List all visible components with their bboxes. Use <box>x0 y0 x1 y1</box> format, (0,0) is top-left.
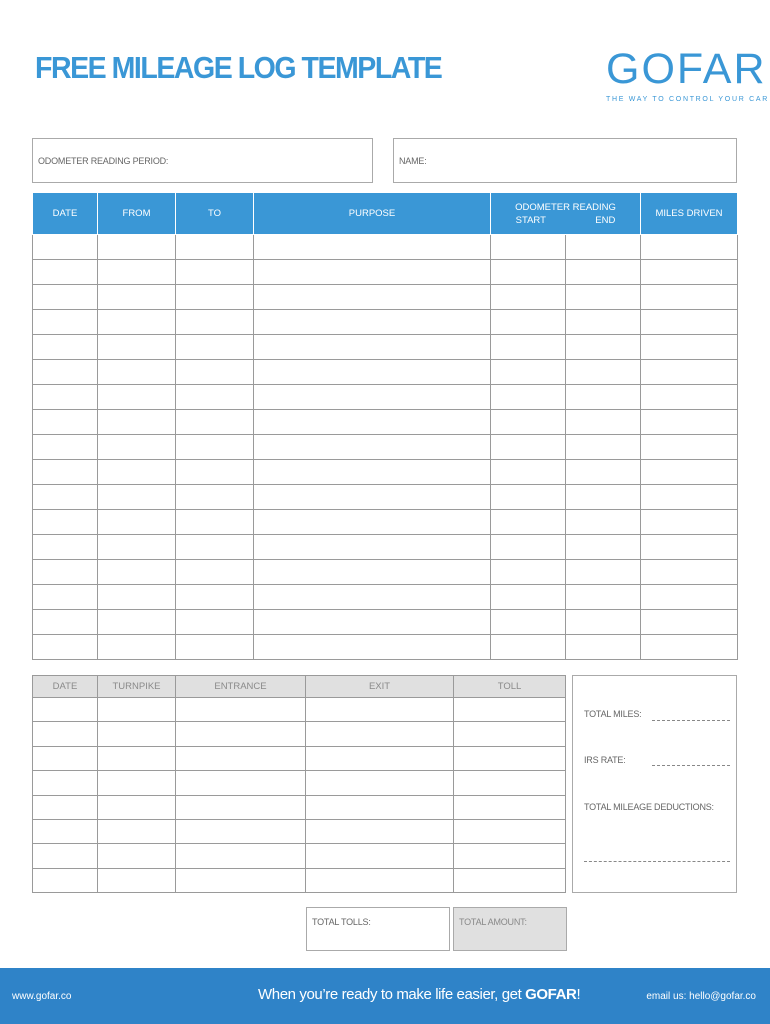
log-cell[interactable] <box>98 260 176 285</box>
log-cell[interactable] <box>566 235 641 260</box>
toll-cell[interactable] <box>454 819 566 843</box>
log-cell[interactable] <box>566 385 641 410</box>
toll-cell[interactable] <box>176 868 306 892</box>
toll-cell[interactable] <box>33 868 98 892</box>
log-row <box>33 635 738 660</box>
log-cell[interactable] <box>98 510 176 535</box>
log-row <box>33 435 738 460</box>
log-cell[interactable] <box>566 635 641 660</box>
log-row <box>33 610 738 635</box>
log-cell[interactable] <box>254 510 491 535</box>
log-cell[interactable] <box>641 335 738 360</box>
toll-table <box>32 675 566 893</box>
total-mileage-deductions-line[interactable] <box>584 861 730 862</box>
toll-row <box>33 722 566 746</box>
log-cell[interactable] <box>98 310 176 335</box>
toll-cell[interactable] <box>176 746 306 770</box>
toll-cell[interactable] <box>306 844 454 868</box>
col-to-header: TO <box>176 193 254 235</box>
log-cell[interactable] <box>176 460 254 485</box>
log-cell[interactable] <box>176 260 254 285</box>
toll-cell[interactable] <box>98 795 176 819</box>
log-cell[interactable] <box>641 285 738 310</box>
log-cell[interactable] <box>98 560 176 585</box>
log-cell[interactable] <box>566 435 641 460</box>
toll-cell[interactable] <box>98 698 176 722</box>
log-cell[interactable] <box>491 235 566 260</box>
toll-cell[interactable] <box>33 819 98 843</box>
toll-cell[interactable] <box>176 819 306 843</box>
log-cell[interactable] <box>491 385 566 410</box>
toll-cell[interactable] <box>98 771 176 795</box>
log-cell[interactable] <box>176 485 254 510</box>
log-cell[interactable] <box>254 435 491 460</box>
log-cell[interactable] <box>566 260 641 285</box>
log-cell[interactable] <box>566 460 641 485</box>
log-cell[interactable] <box>491 560 566 585</box>
log-cell[interactable] <box>566 310 641 335</box>
toll-cell[interactable] <box>306 795 454 819</box>
col-date-header: DATE <box>33 193 98 235</box>
log-cell[interactable] <box>491 260 566 285</box>
toll-col-turnpike-header: TURNPIKE <box>98 676 176 698</box>
name-label: NAME: <box>399 156 427 166</box>
log-row <box>33 335 738 360</box>
toll-col-exit-header: EXIT <box>306 676 454 698</box>
irs-rate-label: IRS RATE: <box>584 755 626 765</box>
log-cell[interactable] <box>33 510 98 535</box>
log-cell[interactable] <box>33 485 98 510</box>
log-cell[interactable] <box>566 535 641 560</box>
footer-website-link[interactable]: www.gofar.co <box>12 991 72 1002</box>
log-cell[interactable] <box>491 510 566 535</box>
toll-row <box>33 746 566 770</box>
log-cell[interactable] <box>566 285 641 310</box>
log-cell[interactable] <box>33 235 98 260</box>
irs-rate-line[interactable] <box>652 765 730 766</box>
log-cell[interactable] <box>176 410 254 435</box>
log-row <box>33 585 738 610</box>
col-purpose-header: PURPOSE <box>254 193 491 235</box>
log-cell[interactable] <box>641 535 738 560</box>
log-cell[interactable] <box>491 585 566 610</box>
toll-cell[interactable] <box>33 722 98 746</box>
odometer-reading-label: ODOMETER READING <box>515 201 616 213</box>
log-cell[interactable] <box>33 635 98 660</box>
logo-tagline: THE WAY TO CONTROL YOUR CAR <box>606 96 769 103</box>
log-cell[interactable] <box>254 385 491 410</box>
log-row <box>33 410 738 435</box>
log-cell[interactable] <box>641 635 738 660</box>
toll-cell[interactable] <box>98 746 176 770</box>
footer-tagline <box>258 986 580 1003</box>
toll-cell[interactable] <box>454 698 566 722</box>
log-cell[interactable] <box>254 335 491 360</box>
total-amount-label: TOTAL AMOUNT: <box>459 917 527 927</box>
toll-cell[interactable] <box>454 771 566 795</box>
log-row <box>33 360 738 385</box>
toll-row <box>33 771 566 795</box>
log-cell[interactable] <box>254 285 491 310</box>
log-cell[interactable] <box>176 435 254 460</box>
log-cell[interactable] <box>641 560 738 585</box>
log-cell[interactable] <box>566 410 641 435</box>
log-cell[interactable] <box>98 335 176 360</box>
log-cell[interactable] <box>641 385 738 410</box>
log-row <box>33 310 738 335</box>
toll-cell[interactable] <box>176 844 306 868</box>
toll-cell[interactable] <box>306 868 454 892</box>
total-mileage-deductions-label: TOTAL MILEAGE DEDUCTIONS: <box>584 802 714 812</box>
toll-cell[interactable] <box>33 844 98 868</box>
toll-cell[interactable] <box>176 698 306 722</box>
log-cell[interactable] <box>176 560 254 585</box>
log-cell[interactable] <box>98 535 176 560</box>
toll-cell[interactable] <box>306 746 454 770</box>
log-cell[interactable] <box>33 385 98 410</box>
log-cell[interactable] <box>98 360 176 385</box>
log-cell[interactable] <box>33 310 98 335</box>
total-miles-label: TOTAL MILES: <box>584 709 642 719</box>
log-cell[interactable] <box>641 585 738 610</box>
log-cell[interactable] <box>33 285 98 310</box>
toll-cell[interactable] <box>306 722 454 746</box>
log-cell[interactable] <box>566 510 641 535</box>
log-row <box>33 560 738 585</box>
toll-col-toll-header: TOLL <box>454 676 566 698</box>
toll-cell[interactable] <box>33 795 98 819</box>
log-cell[interactable] <box>176 535 254 560</box>
summary-box <box>572 675 737 893</box>
log-cell[interactable] <box>98 385 176 410</box>
toll-row <box>33 819 566 843</box>
log-row <box>33 510 738 535</box>
toll-cell[interactable] <box>176 722 306 746</box>
toll-row <box>33 698 566 722</box>
footer-email-link[interactable]: email us: hello@gofar.co <box>646 991 756 1002</box>
log-cell[interactable] <box>33 585 98 610</box>
toll-col-date-header: DATE <box>33 676 98 698</box>
toll-row <box>33 868 566 892</box>
log-row <box>33 535 738 560</box>
log-cell[interactable] <box>641 410 738 435</box>
toll-col-entrance-header: ENTRANCE <box>176 676 306 698</box>
log-cell[interactable] <box>566 360 641 385</box>
log-row <box>33 460 738 485</box>
total-tolls-field[interactable] <box>306 907 450 951</box>
toll-cell[interactable] <box>454 795 566 819</box>
toll-cell[interactable] <box>98 844 176 868</box>
toll-cell[interactable] <box>33 746 98 770</box>
toll-cell[interactable] <box>176 795 306 819</box>
log-cell[interactable] <box>491 335 566 360</box>
log-cell[interactable] <box>491 635 566 660</box>
log-cell[interactable] <box>176 635 254 660</box>
log-cell[interactable] <box>33 460 98 485</box>
log-cell[interactable] <box>33 610 98 635</box>
log-cell[interactable] <box>33 335 98 360</box>
log-cell[interactable] <box>254 460 491 485</box>
log-cell[interactable] <box>566 585 641 610</box>
log-cell[interactable] <box>176 510 254 535</box>
log-cell[interactable] <box>33 260 98 285</box>
odometer-period-field[interactable] <box>32 138 373 183</box>
log-cell[interactable] <box>33 560 98 585</box>
log-cell[interactable] <box>98 235 176 260</box>
log-cell[interactable] <box>33 535 98 560</box>
mileage-log-table <box>32 192 738 660</box>
log-cell[interactable] <box>641 485 738 510</box>
toll-cell[interactable] <box>306 771 454 795</box>
total-tolls-label: TOTAL TOLLS: <box>312 917 371 927</box>
log-cell[interactable] <box>254 635 491 660</box>
footer-bar <box>0 968 770 1024</box>
log-row <box>33 485 738 510</box>
toll-row <box>33 795 566 819</box>
log-cell[interactable] <box>98 435 176 460</box>
log-cell[interactable] <box>176 610 254 635</box>
log-cell[interactable] <box>641 235 738 260</box>
log-row <box>33 260 738 285</box>
log-cell[interactable] <box>254 360 491 385</box>
log-cell[interactable] <box>98 460 176 485</box>
log-cell[interactable] <box>566 560 641 585</box>
log-cell[interactable] <box>641 360 738 385</box>
log-cell[interactable] <box>641 510 738 535</box>
toll-cell[interactable] <box>176 771 306 795</box>
log-cell[interactable] <box>566 335 641 360</box>
log-cell[interactable] <box>491 535 566 560</box>
toll-cell[interactable] <box>33 698 98 722</box>
log-cell[interactable] <box>98 485 176 510</box>
odometer-period-label: ODOMETER READING PERIOD: <box>38 156 169 166</box>
log-cell[interactable] <box>176 310 254 335</box>
log-cell[interactable] <box>176 335 254 360</box>
log-cell[interactable] <box>254 235 491 260</box>
toll-row <box>33 844 566 868</box>
log-row <box>33 385 738 410</box>
odometer-end-label: END <box>595 214 616 226</box>
log-cell[interactable] <box>641 260 738 285</box>
page-title: FREE MILEAGE LOG TEMPLATE <box>35 50 442 85</box>
footer-tagline-end: ! <box>576 986 581 1003</box>
log-cell[interactable] <box>254 560 491 585</box>
log-cell[interactable] <box>254 610 491 635</box>
log-cell[interactable] <box>491 360 566 385</box>
log-cell[interactable] <box>98 285 176 310</box>
total-miles-line[interactable] <box>652 720 730 721</box>
toll-cell[interactable] <box>98 722 176 746</box>
log-cell[interactable] <box>641 610 738 635</box>
toll-cell[interactable] <box>454 746 566 770</box>
log-cell[interactable] <box>566 610 641 635</box>
log-cell[interactable] <box>33 435 98 460</box>
footer-tagline-brand: GOFAR <box>525 986 577 1003</box>
log-cell[interactable] <box>254 485 491 510</box>
log-cell[interactable] <box>491 410 566 435</box>
log-cell[interactable] <box>491 460 566 485</box>
log-row <box>33 285 738 310</box>
log-cell[interactable] <box>98 635 176 660</box>
log-cell[interactable] <box>98 585 176 610</box>
toll-cell[interactable] <box>98 868 176 892</box>
log-cell[interactable] <box>254 535 491 560</box>
log-row <box>33 235 738 260</box>
log-cell[interactable] <box>491 485 566 510</box>
toll-cell[interactable] <box>454 722 566 746</box>
toll-cell[interactable] <box>306 698 454 722</box>
log-cell[interactable] <box>641 310 738 335</box>
log-cell[interactable] <box>491 435 566 460</box>
toll-cell[interactable] <box>306 819 454 843</box>
odometer-start-label: START <box>515 214 546 226</box>
log-cell[interactable] <box>176 235 254 260</box>
toll-cell[interactable] <box>98 819 176 843</box>
name-field[interactable] <box>393 138 737 183</box>
log-cell[interactable] <box>176 585 254 610</box>
toll-cell[interactable] <box>33 771 98 795</box>
footer-tagline-text: When you’re ready to make life easier, get <box>258 986 526 1003</box>
log-cell[interactable] <box>254 585 491 610</box>
log-cell[interactable] <box>254 260 491 285</box>
col-from-header: FROM <box>98 193 176 235</box>
log-cell[interactable] <box>491 310 566 335</box>
log-cell[interactable] <box>254 310 491 335</box>
log-cell[interactable] <box>176 360 254 385</box>
log-cell[interactable] <box>33 360 98 385</box>
log-cell[interactable] <box>176 385 254 410</box>
log-cell[interactable] <box>566 485 641 510</box>
log-cell[interactable] <box>254 410 491 435</box>
log-cell[interactable] <box>491 610 566 635</box>
log-cell[interactable] <box>641 460 738 485</box>
logo-wordmark: GOFAR <box>606 45 767 93</box>
log-cell[interactable] <box>491 285 566 310</box>
log-cell[interactable] <box>641 435 738 460</box>
toll-cell[interactable] <box>454 868 566 892</box>
col-miles-driven-header: MILES DRIVEN <box>641 193 738 235</box>
gofar-logo <box>606 45 769 112</box>
col-odometer-header <box>491 193 641 235</box>
log-cell[interactable] <box>33 410 98 435</box>
log-cell[interactable] <box>176 285 254 310</box>
total-amount-field[interactable] <box>453 907 567 951</box>
toll-cell[interactable] <box>454 844 566 868</box>
log-cell[interactable] <box>98 410 176 435</box>
log-cell[interactable] <box>98 610 176 635</box>
